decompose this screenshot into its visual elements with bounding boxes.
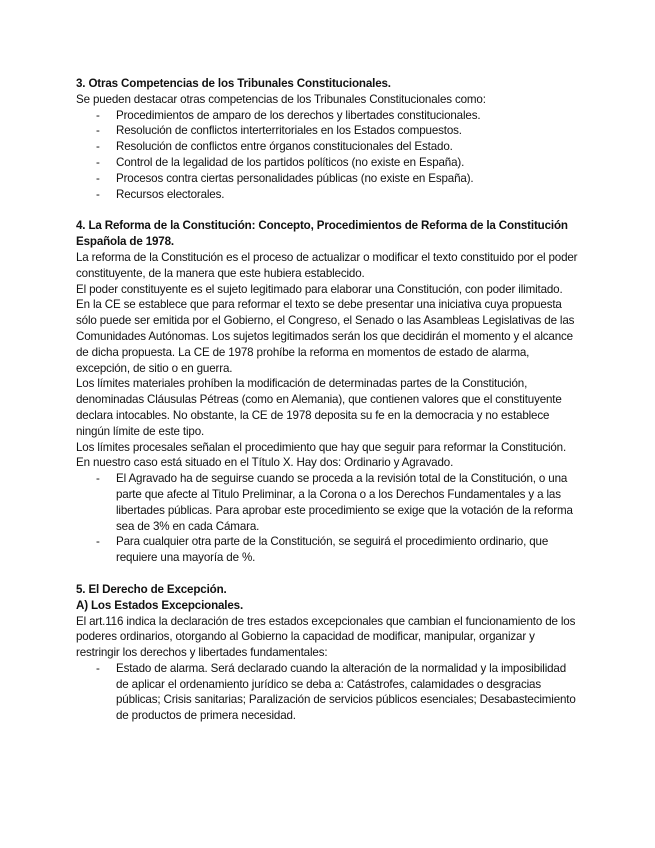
section-reforma-constitucion — [76, 218, 581, 566]
list-item-text: Procedimientos de amparo de los derechos y libertades constitucionales. — [116, 108, 481, 122]
document-page — [76, 76, 581, 740]
section-4-heading: 4. La Reforma de la Constitución: Concepto, Procedimientos de Reforma de la Constitución Española de 1978. — [76, 219, 568, 249]
dash-bullet: - — [96, 661, 100, 675]
paragraph: En la CE se establece que para reformar el texto se debe presentar una iniciativa cuya propuesta sólo puede ser emitida por el Gobierno, el Congreso, el Senado o las Asambleas Legislativas de las Comunidades Autónomas. Los sujetos legitimados serán los que decidirán el momento y el alcance de dicha propuesta. La CE de 1978 prohíbe la reforma en momentos de estado de alarma, excepción, de sitio o en guerra. — [76, 298, 575, 375]
section-3-intro: Se pueden destacar otras competencias de los Tribunales Constitucionales como: — [76, 92, 486, 106]
list-item-text: Estado de alarma. Será declarado cuando la alteración de la normalidad y la imposibilidad de aplicar el ordenamiento jurídico se deba a: Catástrofes, calamidades o desgracias públicas; Crisis sanitarias; Paralización de servicios públicos esenciales; Desabastecimiento de productos de primera necesidad. — [116, 661, 576, 723]
list-item — [76, 108, 581, 124]
list-item — [76, 171, 581, 187]
section-4-list — [76, 471, 581, 566]
section-5-subheading: A) Los Estados Excepcionales. — [76, 598, 244, 612]
list-item-text: Para cualquier otra parte de la Constitución, se seguirá el procedimiento ordinario, que requiere una mayoría de %. — [116, 535, 549, 565]
list-item-text: Recursos electorales. — [116, 187, 225, 201]
section-5-list — [76, 661, 581, 724]
dash-bullet: - — [96, 155, 100, 169]
paragraph: El poder constituyente es el sujeto legitimado para elaborar una Constitución, con poder ilimitado. — [76, 282, 563, 296]
dash-bullet: - — [96, 140, 100, 154]
list-item — [76, 471, 581, 534]
dash-bullet: - — [96, 535, 100, 549]
list-item — [76, 187, 581, 203]
paragraph: La reforma de la Constitución es el proceso de actualizar o modificar el texto constituido por el poder constituyente, de la manera que este hubiera establecido. — [76, 250, 578, 280]
list-item-text: Control de la legalidad de los partidos políticos (no existe en España). — [116, 155, 465, 169]
section-otras-competencias — [76, 76, 581, 202]
list-item-text: Resolución de conflictos entre órganos constitucionales del Estado. — [116, 140, 453, 154]
paragraph: El art.116 indica la declaración de tres estados excepcionales que cambian el funcionamiento de los poderes ordinarios, otorgando al Gobierno la capacidad de modificar, manipular, organizar y restringir los derechos y libertades fundamentales: — [76, 614, 576, 660]
dash-bullet: - — [96, 187, 100, 201]
section-5-heading: 5. El Derecho de Excepción. — [76, 582, 227, 596]
dash-bullet: - — [96, 472, 100, 486]
section-3-heading: 3. Otras Competencias de los Tribunales Constitucionales. — [76, 77, 391, 90]
list-item — [76, 661, 581, 724]
section-3-list — [76, 108, 581, 203]
section-derecho-excepcion — [76, 582, 581, 724]
list-item — [76, 534, 581, 566]
dash-bullet: - — [96, 108, 100, 122]
list-item-text: Procesos contra ciertas personalidades públicas (no existe en España). — [116, 171, 474, 185]
dash-bullet: - — [96, 124, 100, 138]
list-item-text: Resolución de conflictos interterritoriales en los Estados compuestos. — [116, 124, 462, 138]
list-item — [76, 139, 581, 155]
list-item — [76, 155, 581, 171]
list-item-text: El Agravado ha de seguirse cuando se proceda a la revisión total de la Constitución, o una parte que afecte al Titulo Preliminar, a la Corona o a los Derechos Fundamentales y a las libertades públicas. Para aprobar este procedimiento se exige que la votación de la reforma sea de 3% en cada Cámara. — [116, 472, 573, 533]
paragraph: Los límites procesales señalan el procedimiento que hay que seguir para reformar la Constitución. En nuestro caso está situado en el Título X. Hay dos: Ordinario y Agravado. — [76, 440, 567, 470]
dash-bullet: - — [96, 171, 100, 185]
list-item — [76, 123, 581, 139]
paragraph: Los límites materiales prohíben la modificación de determinadas partes de la Constitución, denominadas Cláusulas Pétreas (como en Alemania), que contienen valores que el constituyente declara intocables. No obstante, la CE de 1978 deposita su fe en la democracia y no establece ningún límite de este tipo. — [76, 377, 562, 438]
